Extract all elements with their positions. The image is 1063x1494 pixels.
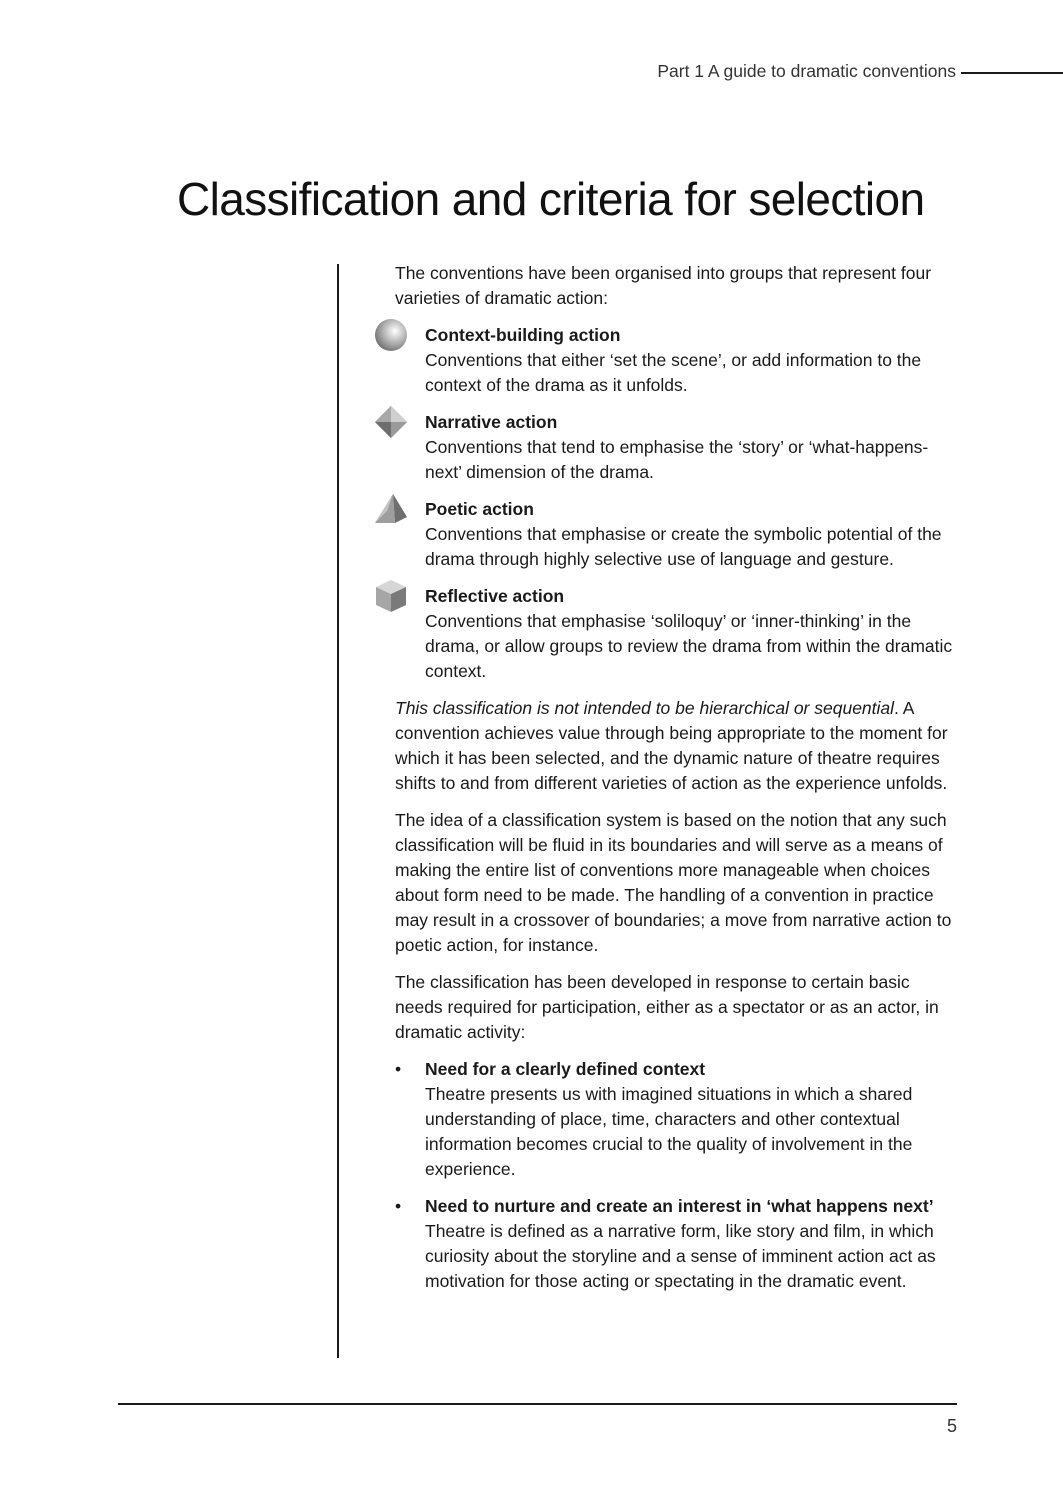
action-description: Conventions that either ‘set the scene’, or add information to the context of the drama as it unfolds. (425, 350, 922, 395)
action-title: Context-building action (425, 325, 621, 345)
page-title: Classification and criteria for selection (177, 173, 925, 225)
bullet-marker: • (395, 1196, 402, 1216)
footer-rule (118, 1403, 957, 1405)
action-title: Poetic action (425, 499, 534, 519)
need-title: Need for a clearly defined context (425, 1059, 706, 1079)
need-description: Theatre presents us with imagined situations in which a shared understanding of place, time, characters and other contextual information becomes crucial to the quality of involvement in the experience. (425, 1084, 913, 1179)
main-content (395, 261, 955, 1306)
action-description: Conventions that tend to emphasise the ‘story’ or ‘what-happens-next’ dimension of the drama. (425, 437, 929, 482)
header-rule (961, 72, 1063, 74)
classification-paragraph (395, 696, 955, 796)
action-context-building (395, 323, 955, 398)
action-poetic (395, 497, 955, 572)
need-what-happens-next (395, 1194, 955, 1294)
classification-text: . A convention achieves value through being appropriate to the moment for which it has been selected, and the dynamic nature of theatre requires shifts to and from different varieties of action as the experience unfolds. (395, 698, 948, 793)
side-rule (337, 264, 339, 1358)
bullet-marker: • (395, 1059, 402, 1079)
sphere-icon (373, 317, 409, 353)
action-title: Narrative action (425, 412, 558, 432)
action-reflective (395, 584, 955, 684)
developed-paragraph: The classification has been developed in response to certain basic needs required for participation, either as a spectator or as an actor, in dramatic activity: (395, 972, 939, 1042)
action-narrative (395, 410, 955, 485)
action-title: Reflective action (425, 586, 565, 606)
running-head: Part 1 A guide to dramatic conventions (657, 61, 956, 81)
need-title: Need to nurture and create an interest in ‘what happens next’ (425, 1196, 934, 1216)
cube-icon (373, 578, 409, 614)
action-description: Conventions that emphasise or create the symbolic potential of the drama through highly selective use of language and gesture. (425, 524, 942, 569)
page-number: 5 (946, 1416, 957, 1436)
intro-paragraph: The conventions have been organised into groups that represent four varieties of dramatic action: (395, 263, 932, 308)
classification-italic: This classification is not intended to be hierarchical or sequential (395, 698, 895, 718)
need-description: Theatre is defined as a narrative form, like story and film, in which curiosity about the storyline and a sense of imminent action act as motivation for those acting or spectating in the dramatic event. (425, 1221, 936, 1291)
diamond-icon (373, 404, 409, 440)
action-description: Conventions that emphasise ‘soliloquy’ or ‘inner-thinking’ in the drama, or allow groups to review the drama from within the dramatic context. (425, 611, 953, 681)
idea-paragraph: The idea of a classification system is based on the notion that any such classification will be fluid in its boundaries and will serve as a means of making the entire list of conventions more manageable when choices about form need to be made. The handling of a convention in practice may result in a crossover of boundaries; a move from narrative action to poetic action, for instance. (395, 810, 952, 955)
pyramid-icon (373, 491, 409, 527)
need-context (395, 1057, 955, 1182)
